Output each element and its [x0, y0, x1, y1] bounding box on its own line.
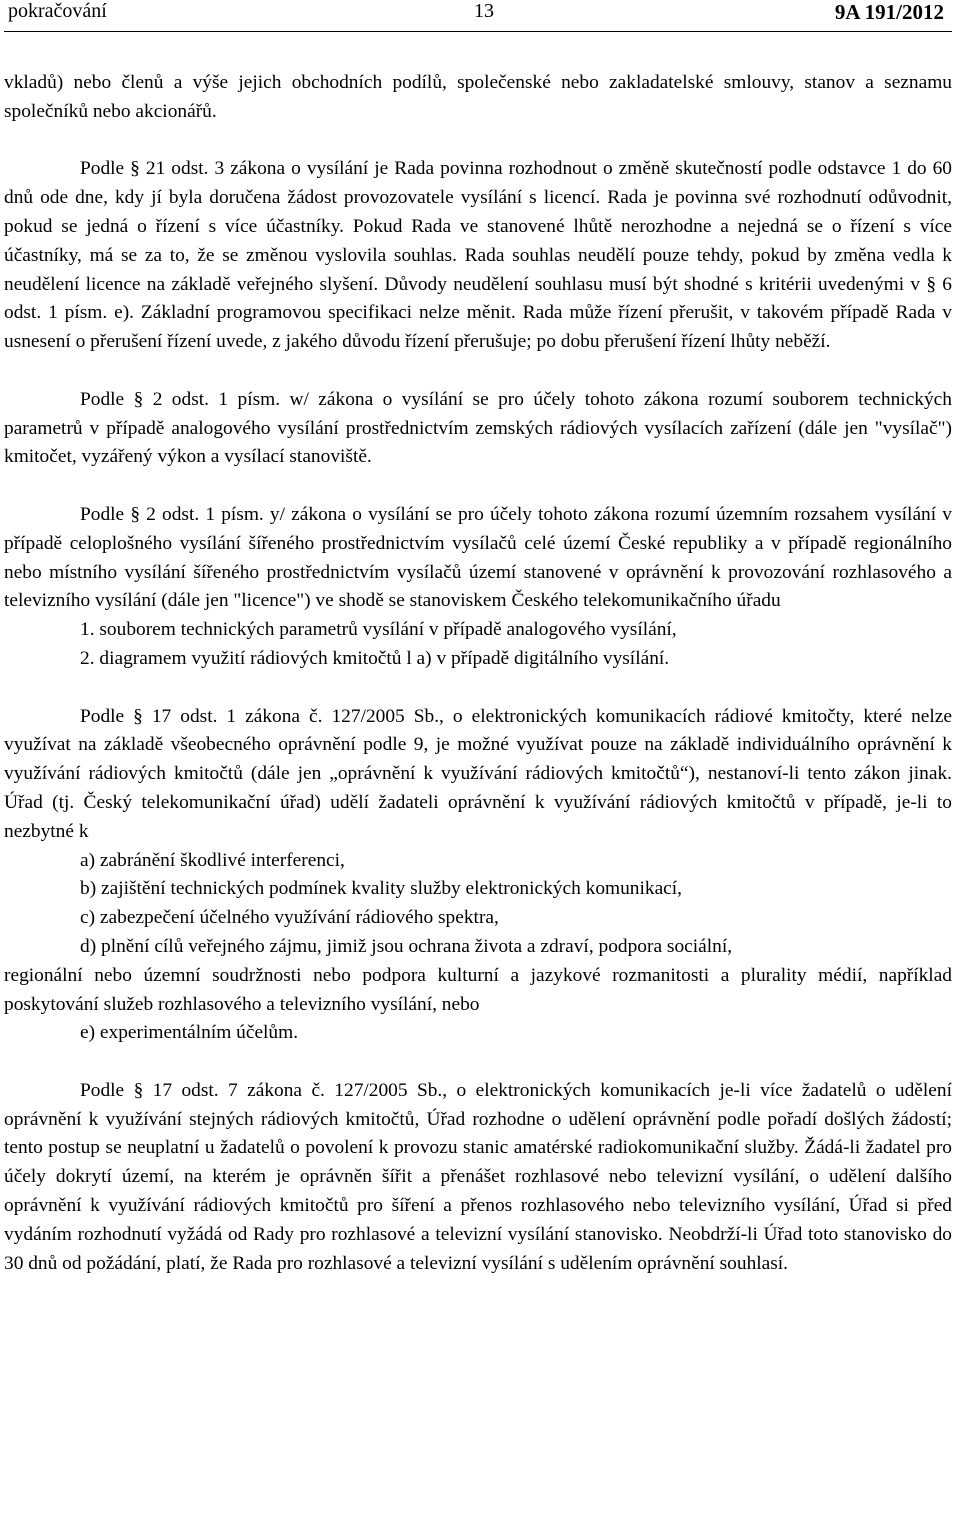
header-page-number: 13 — [474, 0, 494, 22]
list-item-continuation: regionální nebo územní soudržnosti nebo podpora kulturní a jazykové rozmanitosti a plurality médií, například poskytování služeb rozhlasového a televizního vysílání, nebo — [4, 964, 952, 1015]
paragraph-section-17-7: Podle § 17 odst. 7 zákona č. 127/2005 Sb., o elektronických komunikacích je-li více žadatelů o udělení oprávnění k využívání stejných rádiových kmitočtů, Úřad rozhodne o udělení oprávnění podle pořadí došlých žádostí; tento postup se neuplatní u žadatelů o povolení k provozu stanic amatérské radiokomunikační služby. Žádá-li žadatel pro účely dokrytí území, na kterém je oprávněn šířit a přenášet rozhlasové nebo televizní vysílání, o udělení dalšího oprávnění k využívání rádiových kmitočtů pro šíření a přenos rozhlasového nebo televizního vysílání, Úřad si před vydáním rozhodnutí vyžádá od Rady pro rozhlasové a televizní vysílání stanovisko. Neobdrží-li Úřad toto stanovisko do 30 dnů od požádání, platí, že Rada pro rozhlasové a televizní vysílání s udělením oprávnění souhlasí. — [4, 1079, 952, 1274]
page-header — [4, 0, 952, 32]
paragraph-section-2-w: Podle § 2 odst. 1 písm. w/ zákona o vysílání se pro účely tohoto zákona rozumí souborem technických parametrů v případě analogového vysílání prostřednictvím zemských rádiových vysílacích zařízení (dále jen "vysílač") kmitočet, vyzářený výkon a vysílací stanoviště. — [4, 388, 952, 468]
list-item: 1. souborem technických parametrů vysílání v případě analogového vysílání, — [80, 619, 677, 641]
paragraph-section-17-1: Podle § 17 odst. 1 zákona č. 127/2005 Sb., o elektronických komunikacích rádiové kmitočty, které nelze využívat na základě všeobecného oprávnění podle 9, je možné využívat pouze na základě individuálního oprávnění k využívání rádiových kmitočtů (dále jen „oprávnění k využívání rádiových kmitočtů“), nestanoví-li tento zákon jinak. Úřad (tj. Český telekomunikační úřad) udělí žadateli oprávnění k využívání rádiových kmitočtů v případě, je-li to nezbytné k — [4, 705, 952, 842]
list-item: b) zajištění technických podmínek kvality služby elektronických komunikací, — [80, 878, 683, 900]
paragraph-section-21: Podle § 21 odst. 3 zákona o vysílání je Rada povinna rozhodnout o změně skutečností podle odstavce 1 do 60 dnů ode dne, kdy jí byla doručena žádost provozovatele vysílání s licencí. Rada je povinna své rozhodnutí odůvodnit, pokud se jedná o řízení s více účastníky. Pokud Rada ve stanovené lhůtě nerozhodne a nejedná se o řízení s více účastníky, má se za to, že se změnou vyslovila souhlas. Rada souhlas neudělí pouze tehdy, pokud by změna vedla k neudělení licence na základě veřejného slyšení. Důvody neudělení souhlasu musí být shodné s kritérii uvedenými v § 6 odst. 1 písm. e). Základní programovou specifikaci nelze měnit. Rada může řízení přerušit, v takovém případě Rada v usnesení o přerušení řízení uvede, z jakého důvodu řízení přerušuje; po dobu přerušení řízení lhůty neběží. — [4, 158, 952, 353]
paragraph-continuation: vkladů) nebo členů a výše jejich obchodních podílů, společenské nebo zakladatelské smlouvy, stanov a seznamu společníků nebo akcionářů. — [4, 72, 952, 122]
header-rule — [4, 31, 952, 32]
header-continuation-label: pokračování — [8, 0, 107, 22]
header-case-number: 9A 191/2012 — [834, 0, 944, 24]
list-item: a) zabránění škodlivé interferenci, — [80, 849, 345, 871]
list-item: c) zabezpečení účelného využívání rádiového spektra, — [80, 907, 499, 929]
list-item: e) experimentálním účelům. — [80, 1022, 299, 1044]
list-item: 2. diagramem využití rádiových kmitočtů l a) v případě digitálního vysílání. — [80, 647, 670, 669]
document-body — [4, 69, 952, 1278]
paragraph-section-2-y: Podle § 2 odst. 1 písm. y/ zákona o vysílání se pro účely tohoto zákona rozumí územním rozsahem vysílání v případě celoplošného vysílání šířeného prostřednictvím vysílačů celé území České republiky a v případě regionálního nebo místního vysílání šířeného prostřednictvím vysílačů území stanovené v oprávnění k provozování rozhlasového a televizního vysílání (dále jen "licence") ve shodě se stanoviskem Českého telekomunikačního úřadu — [4, 503, 952, 612]
list-item: d) plnění cílů veřejného zájmu, jimiž jsou ochrana života a zdraví, podpora sociální, — [80, 935, 733, 957]
